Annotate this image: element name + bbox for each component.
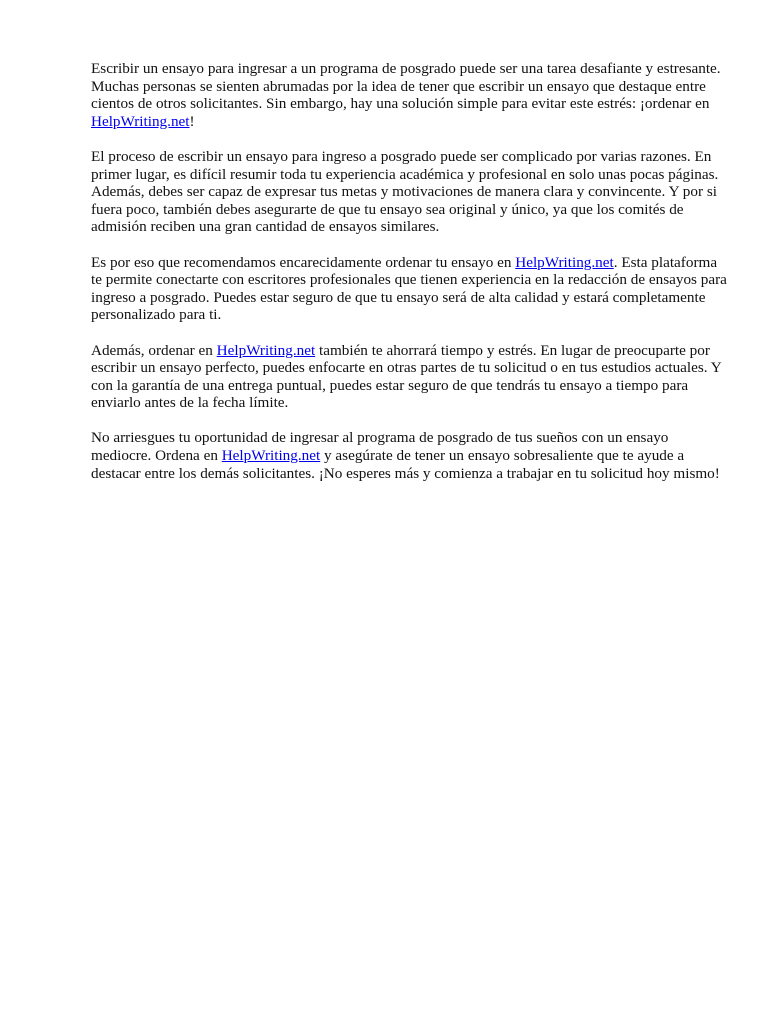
helpwriting-link-2[interactable]: HelpWriting.net — [515, 253, 614, 271]
paragraph-difficulty: El proceso de escribir un ensayo para ingreso a posgrado puede ser complicado por varias razones. En primer lugar, es difícil resumir toda tu experiencia académica y profesional en solo unas pocas páginas. Además, debes ser capaz de expresar tus metas y motivaciones de manera clara y convincente. Y por si fuera poco, también debes asegurarte de que tu ensayo sea original y único, ya que los comités de admisión reciben una gran cantidad de ensayos similares. — [91, 147, 719, 236]
paragraph-benefits-end: también te ahorrará tiempo y estrés. En lugar de preocuparte por escribir un ensayo perfecto, puedes enfocarte en otras partes de tu solicitud o en tus estudios actuales. Y con la garantía de una entrega puntual, puedes estar seguro de que tendrás tu ensayo a tiempo para enviarlo antes de la fecha límite. — [91, 341, 722, 412]
paragraph-intro-text: Escribir un ensayo para ingresar a un programa de posgrado puede ser una tarea desafiante y estresante. Muchas personas se sienten abrumadas por la idea de tener que escribir un ensayo que destaque entre cientos de otros solicitantes. Sin embargo, hay una solución simple para evitar este estrés: ¡ordenar en — [91, 60, 721, 113]
paragraph-intro — [91, 60, 727, 130]
paragraph-recommendation-end: . Esta plataforma te permite conectarte con escritores profesionales que tienen experiencia en la redacción de ensayos para ingreso a posgrado. Puedes estar seguro de que tu ensayo será de alta calidad y estará completamente personalizado para ti. — [91, 253, 727, 324]
document-body — [91, 60, 727, 500]
helpwriting-link-4[interactable]: HelpWriting.net — [221, 447, 321, 465]
paragraph-intro-end: ! — [189, 112, 195, 130]
helpwriting-link-3[interactable]: HelpWriting.net — [216, 341, 316, 359]
paragraph-recommendation-text: Es por eso que recomendamos encarecidamente ordenar tu ensayo en — [91, 253, 516, 271]
paragraph-closing — [91, 429, 727, 482]
paragraph-benefits-text: Además, ordenar en — [91, 341, 217, 359]
paragraph-closing-end: y asegúrate de tener un ensayo sobresaliente que te ayude a destacar entre los demás solicitantes. ¡No esperes más y comienza a trabajar en tu solicitud hoy mismo! — [91, 447, 720, 482]
paragraph-benefits — [91, 342, 727, 412]
helpwriting-link-1[interactable]: HelpWriting.net — [91, 112, 190, 130]
paragraph-recommendation — [91, 254, 727, 324]
paragraph-closing-text: No arriesgues tu oportunidad de ingresar al programa de posgrado de tus sueños con un ensayo mediocre. Ordena en — [91, 429, 669, 465]
